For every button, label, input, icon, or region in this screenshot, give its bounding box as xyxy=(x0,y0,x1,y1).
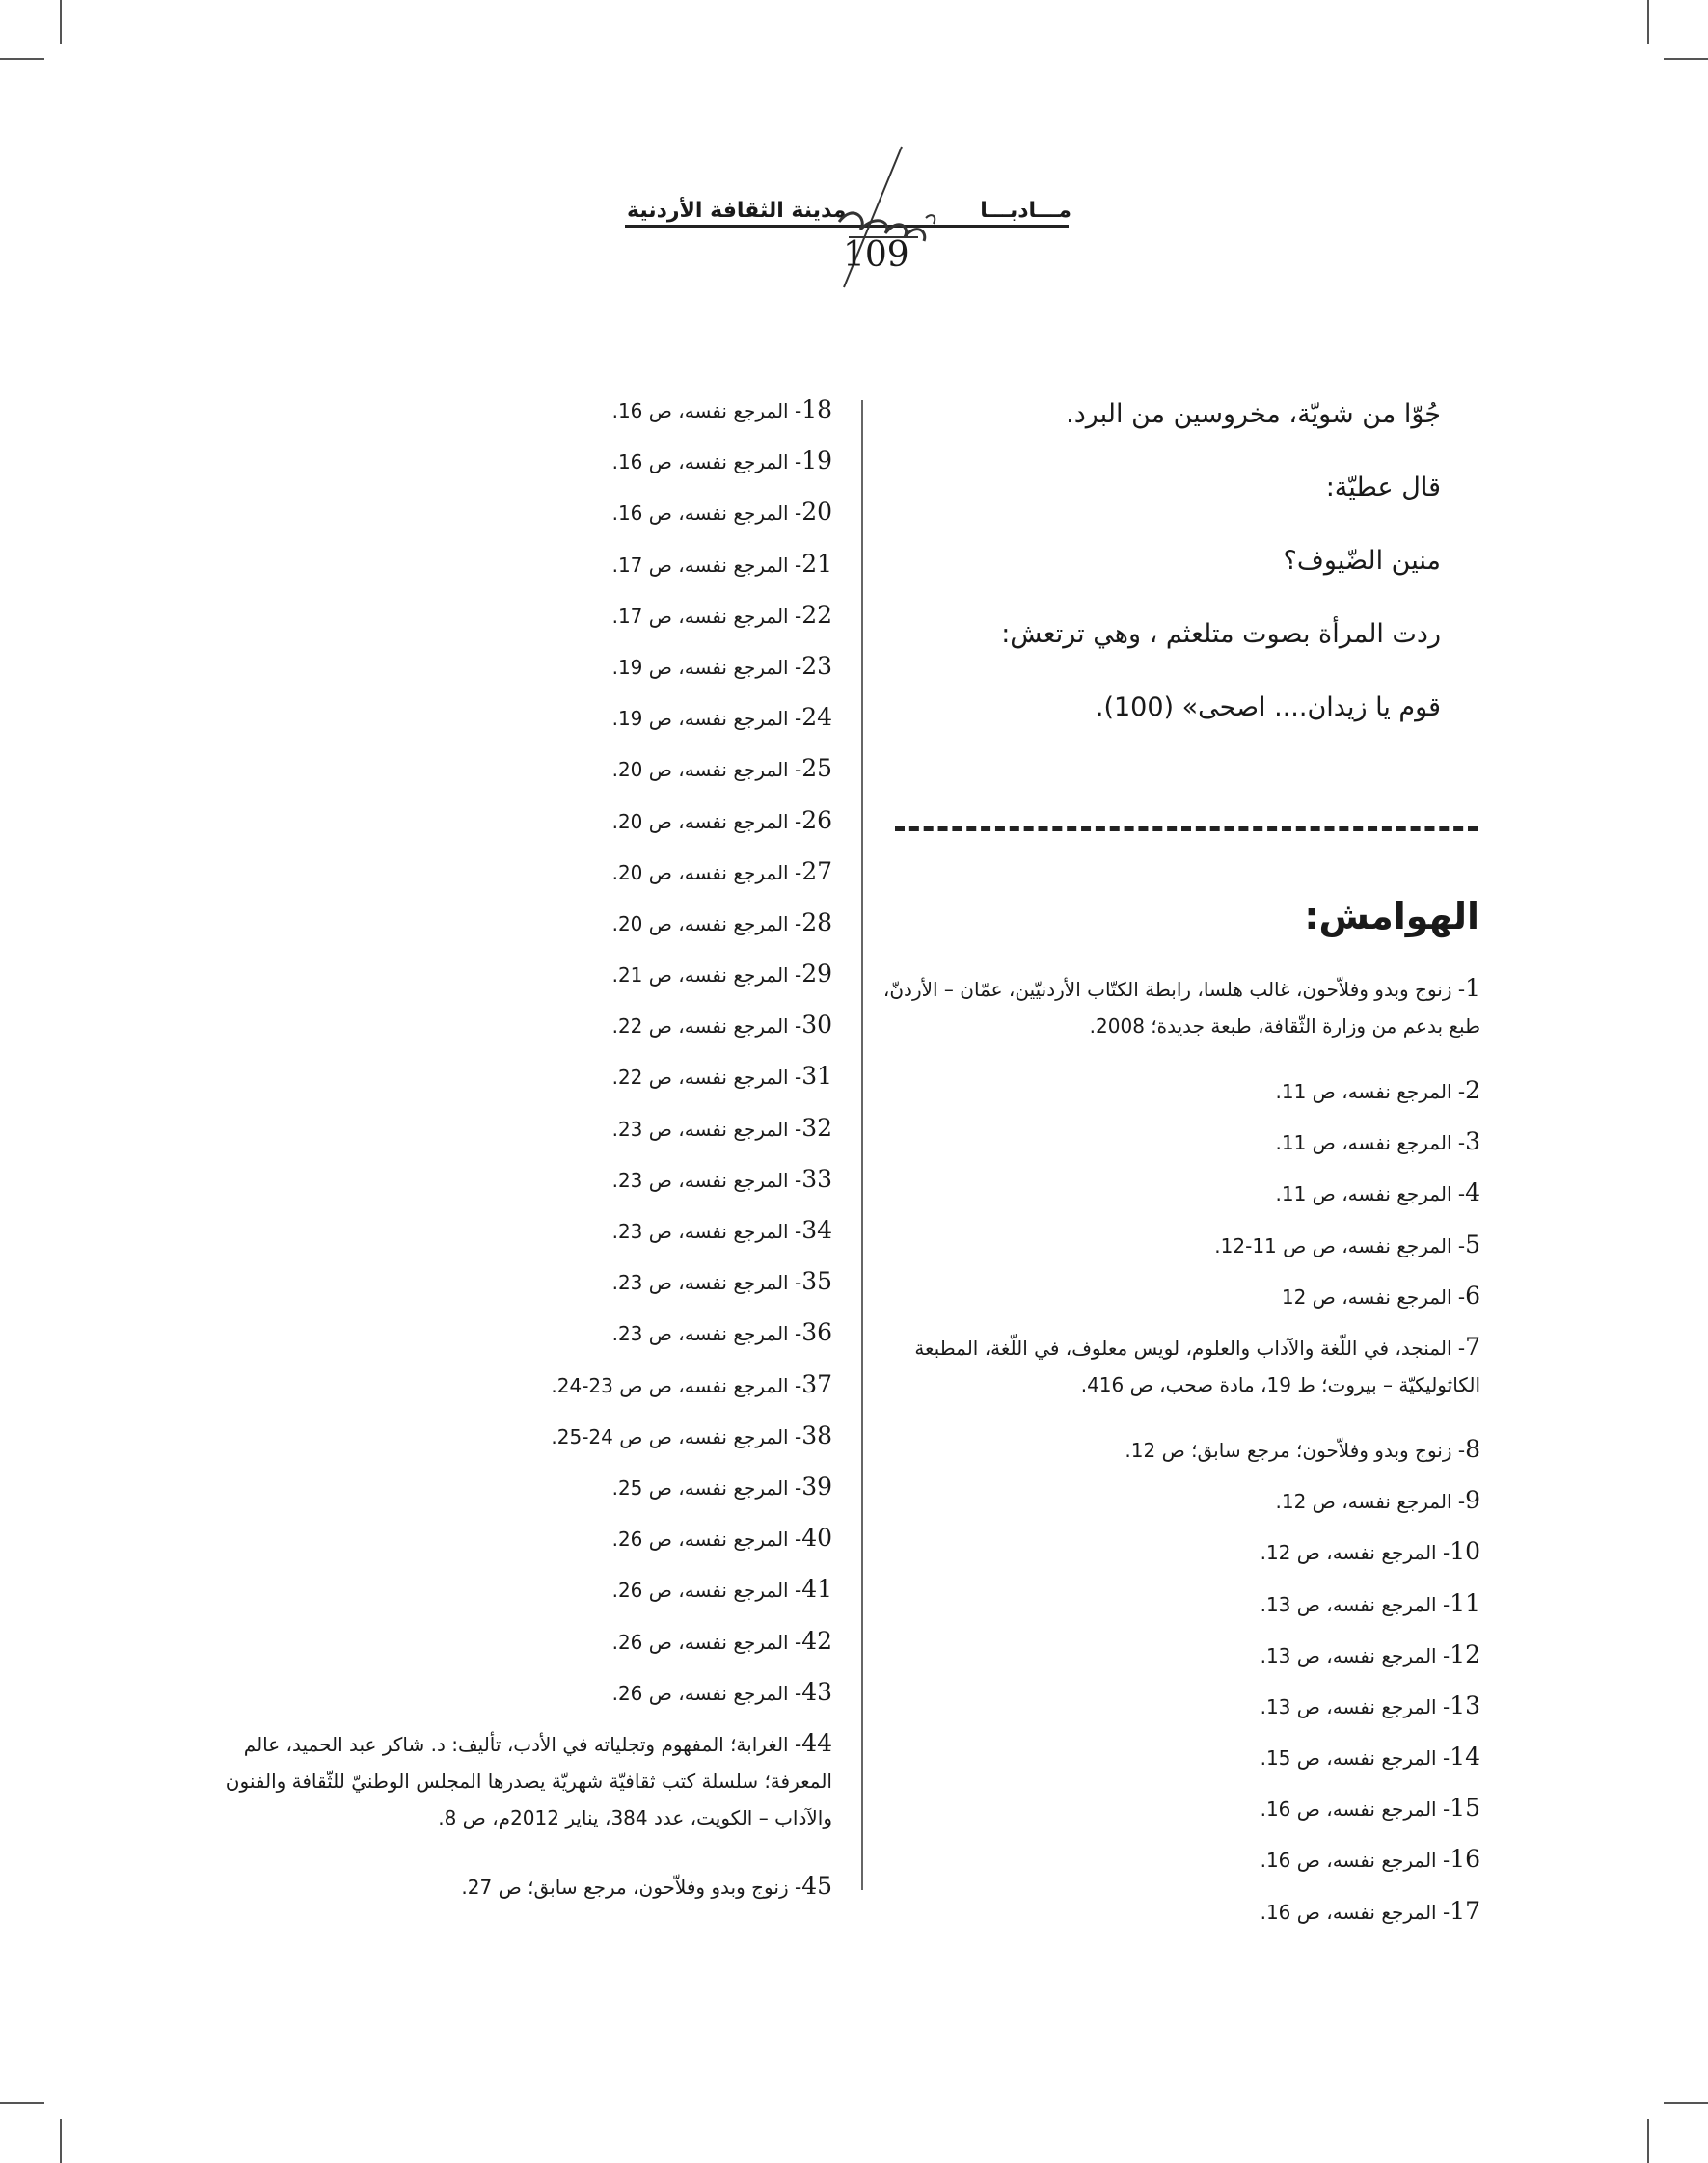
footnote: 16- المرجع نفسه، ص 16. xyxy=(1260,1845,1480,1874)
footnote: 36- المرجع نفسه، ص 23. xyxy=(611,1318,832,1347)
poem-line: منين الضّيوف؟ xyxy=(1283,546,1441,576)
footnote: 38- المرجع نفسه، ص ص 24-25. xyxy=(551,1420,832,1449)
footnote: 35- المرجع نفسه، ص 23. xyxy=(611,1267,832,1296)
footnote: 13- المرجع نفسه، ص 13. xyxy=(1260,1690,1480,1719)
crop-mark xyxy=(60,0,62,44)
crop-mark xyxy=(1664,58,1708,60)
footnote: 12- المرجع نفسه، ص 13. xyxy=(1260,1639,1480,1668)
footnote: 42- المرجع نفسه، ص 26. xyxy=(611,1626,832,1655)
footnote: 7- المنجد، في اللّغة والآداب والعلوم، لويس معلوف، في اللّغة، المطبعة الكاثوليكيّة – بيروت؛ ط 19، مادة صحب، ص 416. xyxy=(914,1332,1480,1396)
footnote: 23- المرجع نفسه، ص 19. xyxy=(611,651,832,680)
footnote: 3- المرجع نفسه، ص 11. xyxy=(1275,1127,1480,1156)
footnote: 26- المرجع نفسه، ص 20. xyxy=(611,805,832,834)
footnote: 9- المرجع نفسه، ص 12. xyxy=(1275,1486,1480,1515)
crop-mark xyxy=(60,2119,62,2163)
header-subtitle: مدينة الثقافة الأردنية xyxy=(627,199,847,223)
footnote: 28- المرجع نفسه، ص 20. xyxy=(611,907,832,936)
footnote: 32- المرجع نفسه، ص 23. xyxy=(611,1113,832,1142)
crop-mark xyxy=(0,58,44,60)
footnote: 31- المرجع نفسه، ص 22. xyxy=(611,1062,832,1091)
notes-title: الهوامش: xyxy=(1304,895,1479,937)
column-divider xyxy=(861,400,863,1890)
footnote: 4- المرجع نفسه، ص 11. xyxy=(1275,1178,1480,1207)
footnote: 11- المرجع نفسه، ص 13. xyxy=(1260,1588,1480,1617)
magazine-name: مـــادبـــا xyxy=(980,199,1071,223)
footnote: 14- المرجع نفسه، ص 15. xyxy=(1260,1743,1480,1771)
footnote: 18- المرجع نفسه، ص 16. xyxy=(611,395,832,423)
footnote: 40- المرجع نفسه، ص 26. xyxy=(611,1524,832,1553)
page-number: 109 xyxy=(843,235,909,275)
footnote: 37- المرجع نفسه، ص ص 23-24. xyxy=(551,1369,832,1398)
footnote: 30- المرجع نفسه، ص 22. xyxy=(611,1011,832,1040)
footnote: 27- المرجع نفسه، ص 20. xyxy=(611,856,832,885)
crop-mark xyxy=(1647,0,1649,44)
footnote: 29- المرجع نفسه، ص 21. xyxy=(611,960,832,988)
footnote: 1- زنوج وبدو وفلاّحون، غالب هلسا، رابطة الكتّاب الأردنيّين، عمّان – الأردنّ، طبع بدعم من وزارة الثّقافة، طبعة جديدة؛ 2008. xyxy=(882,974,1480,1038)
footnote: 34- المرجع نفسه، ص 23. xyxy=(611,1216,832,1244)
footnote: 21- المرجع نفسه، ص 17. xyxy=(611,549,832,578)
footnote: 15- المرجع نفسه، ص 16. xyxy=(1260,1794,1480,1823)
footnote: 20- المرجع نفسه، ص 16. xyxy=(611,498,832,527)
footnote: 41- المرجع نفسه، ص 26. xyxy=(611,1575,832,1604)
footnote: 33- المرجع نفسه، ص 23. xyxy=(611,1164,832,1193)
footnote: 6- المرجع نفسه، ص 12 xyxy=(1281,1281,1480,1310)
footnote: 2- المرجع نفسه، ص 11. xyxy=(1275,1076,1480,1104)
footnote: 39- المرجع نفسه، ص 25. xyxy=(611,1472,832,1501)
footnote: 45- زنوج وبدو وفلاّحون، مرجع سابق؛ ص 27. xyxy=(461,1871,832,1900)
dashed-separator xyxy=(895,826,1478,831)
poem-line: قوم يا زيدان.... اصحى» (100). xyxy=(1095,692,1441,722)
poem-block xyxy=(901,395,1441,762)
poem-line: ردت المرأة بصوت متلعثم ، وهي ترتعش: xyxy=(1001,619,1441,649)
footnote: 43- المرجع نفسه، ص 26. xyxy=(611,1677,832,1706)
footnote: 10- المرجع نفسه، ص 12. xyxy=(1260,1537,1480,1566)
footnote: 24- المرجع نفسه، ص 19. xyxy=(611,703,832,732)
footnote: 44- الغرابة؛ المفهوم وتجلياته في الأدب، تأليف: د. شاكر عبد الحميد، عالم المعرفة؛ سلسلة كتب ثقافيّة شهريّة يصدرها المجلس الوطنيّ للثّقافة والفنون والآداب – الكويت، عدد 384، يناير 2012م، ص 8. xyxy=(225,1728,832,1829)
crop-mark xyxy=(1664,2102,1708,2104)
footnote: 19- المرجع نفسه، ص 16. xyxy=(611,446,832,475)
notes-list-right xyxy=(882,970,1480,1944)
footnote: 25- المرجع نفسه، ص 20. xyxy=(611,754,832,783)
poem-line: قال عطيّة: xyxy=(1325,473,1441,502)
footnote: 5- المرجع نفسه، ص ص 11-12. xyxy=(1214,1230,1480,1258)
footnote: 17- المرجع نفسه، ص 16. xyxy=(1260,1896,1480,1925)
notes-list-left xyxy=(196,392,832,1919)
crop-mark xyxy=(0,2102,44,2104)
crop-mark xyxy=(1647,2119,1649,2163)
footnote: 22- المرجع نفسه، ص 17. xyxy=(611,600,832,629)
footnote: 8- زنوج وبدو وفلاّحون؛ مرجع سابق؛ ص 12. xyxy=(1125,1434,1480,1463)
poem-line: جُوّا من شويّة، مخروسين من البرد. xyxy=(1066,399,1441,429)
